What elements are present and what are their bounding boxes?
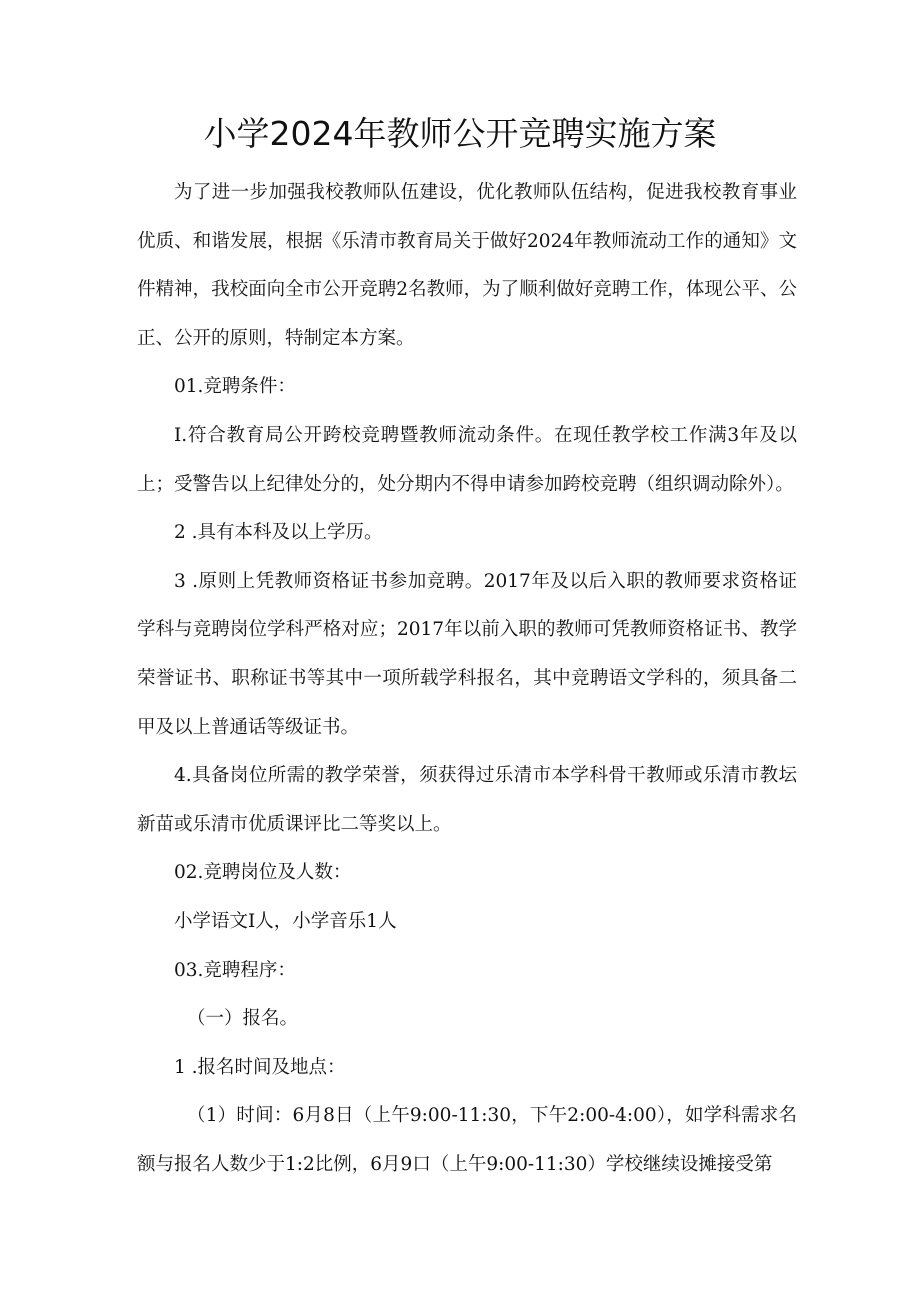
- section-heading-positions: 02.竞聘岗位及人数：: [174, 862, 352, 884]
- positions-text: 小学语文I人，小学音乐1人: [174, 910, 397, 932]
- condition-item-3: 3 .原则上凭教师资格证书参加竞聘。2017年及以后入职的教师要求资格证学科与竞聘岗位学科严格对应；2017年以前入职的教师可凭教师资格证书、教学荣誉证书、职称证书等其中一项所载学科报名，其中竞聘语文学科的，须具备二甲及以上普通话等级证书。: [137, 570, 797, 738]
- condition-item-4: 4.具备岗位所需的教学荣誉，须获得过乐清市本学科骨干教师或乐清市教坛新苗或乐清市优质课评比二等奖以上。: [137, 765, 797, 835]
- section-heading-procedure: 03.竞聘程序：: [174, 959, 296, 981]
- intro-paragraph: 为了进一步加强我校教师队伍建设，优化教师队伍结构，促进我校教育事业优质、和谐发展，根据《乐清市教育局关于做好2024年教师流动工作的通知》文件精神，我校面向全市公开竞聘2名教师，为了顺利做好竞聘工作，体现公平、公正、公开的原则，特制定本方案。: [137, 182, 797, 349]
- section-heading-conditions: 01.竞聘条件：: [174, 376, 296, 398]
- condition-item-2: 2 .具有本科及以上学历。: [174, 522, 383, 544]
- registration-time-paragraph: （1）时间：6月8日（上午9:00-11:30，下午2:00-4:00），如学科需求名额与报名人数少于1:2比例，6月9口（上午9:00-11:30）学校继续设摊接受第: [137, 1105, 797, 1175]
- condition-item-1: I.符合教育局公开跨校竞聘暨教师流动条件。在现任教学校工作满3年及以上；受警告以上纪律处分的，处分期内不得申请参加跨校竞聘（组织调动除外）。: [137, 424, 797, 495]
- procedure-step-registration: （一）报名。: [187, 1008, 299, 1030]
- registration-item-1: 1 .报名时间及地点：: [174, 1056, 346, 1078]
- document-body: [137, 169, 797, 1189]
- document-title: 小学2024年教师公开竞聘实施方案: [203, 114, 717, 153]
